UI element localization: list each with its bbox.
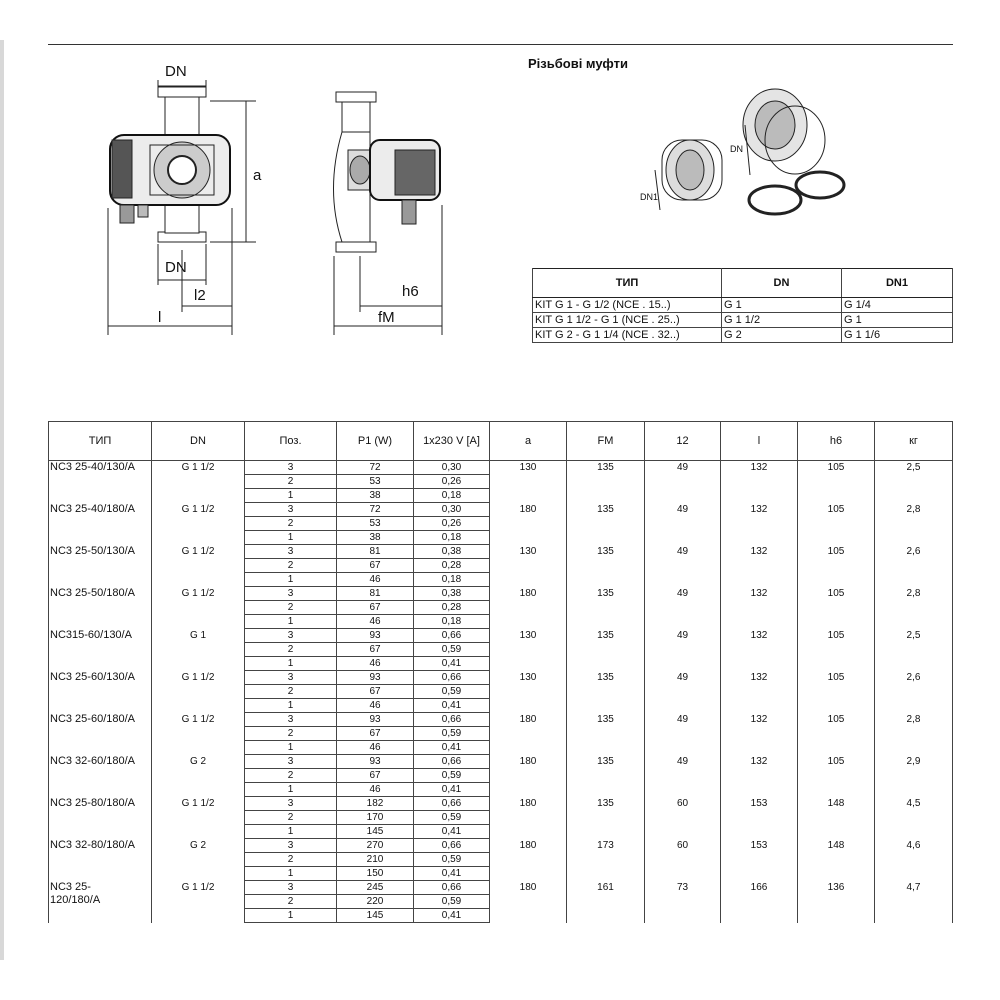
cell-fm: 135 (567, 671, 645, 713)
cell-current: 0,66 (414, 713, 490, 727)
cell-current: 0,28 (414, 601, 490, 615)
cell-fm: 173 (567, 839, 645, 881)
cell-a: 180 (490, 755, 567, 797)
cell-dn: G 1 1/2 (152, 881, 245, 923)
cell-dn: G 2 (152, 755, 245, 797)
table-row (49, 545, 953, 559)
cell-pos: 2 (245, 559, 337, 573)
cell-a: 130 (490, 671, 567, 713)
cell-pos: 3 (245, 713, 337, 727)
cell-kg: 4,5 (875, 797, 953, 839)
cell-pos: 2 (245, 895, 337, 909)
cell-pos: 3 (245, 587, 337, 601)
cell-a: 180 (490, 503, 567, 545)
cell-a: 180 (490, 881, 567, 923)
cell-p1: 53 (337, 517, 414, 531)
cell-p1: 46 (337, 699, 414, 713)
cell-current: 0,59 (414, 685, 490, 699)
cell-l2: 49 (645, 587, 721, 629)
col-pos: Поз. (245, 422, 337, 461)
cell-dn: G 1 (152, 629, 245, 671)
cell-p1: 67 (337, 601, 414, 615)
cell-current: 0,59 (414, 895, 490, 909)
cell-pos: 3 (245, 545, 337, 559)
cell-h6: 105 (798, 671, 875, 713)
cell-pos: 3 (245, 797, 337, 811)
cell-dn: G 1 1/2 (152, 461, 245, 503)
cell-dn: G 1 1/2 (152, 713, 245, 755)
cell-p1: 67 (337, 643, 414, 657)
cell-p1: 46 (337, 741, 414, 755)
cell-current: 0,30 (414, 503, 490, 517)
cell-fm: 135 (567, 629, 645, 671)
table-row (49, 881, 953, 895)
table-row (49, 587, 953, 601)
cell-kg: 2,5 (875, 461, 953, 503)
cell-current: 0,59 (414, 727, 490, 741)
cell-pos: 2 (245, 769, 337, 783)
threaded-fittings-drawing (655, 89, 844, 214)
cell-current: 0,18 (414, 531, 490, 545)
dim-l: l (158, 309, 162, 326)
cell-l: 132 (721, 629, 798, 671)
cell-fm: 135 (567, 503, 645, 545)
cell-p1: 220 (337, 895, 414, 909)
cell-pos: 3 (245, 461, 337, 475)
kit-table-row (533, 328, 953, 343)
dim-dn-bottom: DN (165, 259, 187, 276)
cell-l2: 49 (645, 755, 721, 797)
cell-fm: 135 (567, 461, 645, 503)
cell-h6: 105 (798, 461, 875, 503)
table-row (49, 713, 953, 727)
kit-cell: G 1/4 (842, 298, 953, 313)
table-row (49, 461, 953, 475)
cell-type: NC3 32-60/180/A (49, 755, 152, 797)
cell-p1: 182 (337, 797, 414, 811)
cell-h6: 148 (798, 797, 875, 839)
cell-p1: 145 (337, 825, 414, 839)
cell-kg: 2,5 (875, 629, 953, 671)
cell-pos: 1 (245, 699, 337, 713)
cell-current: 0,38 (414, 545, 490, 559)
cell-fm: 161 (567, 881, 645, 923)
kit-col-type: ТИП (533, 269, 722, 298)
cell-p1: 38 (337, 489, 414, 503)
cell-l: 132 (721, 755, 798, 797)
pump-side-view (334, 92, 441, 252)
cell-pos: 2 (245, 475, 337, 489)
cell-kg: 4,7 (875, 881, 953, 923)
cell-current: 0,66 (414, 629, 490, 643)
cell-type: NC3 25-50/130/A (49, 545, 152, 587)
cell-current: 0,59 (414, 643, 490, 657)
cell-pos: 2 (245, 601, 337, 615)
table-row (49, 629, 953, 643)
cell-dn: G 1 1/2 (152, 545, 245, 587)
cell-p1: 81 (337, 545, 414, 559)
cell-p1: 67 (337, 685, 414, 699)
cell-pos: 3 (245, 755, 337, 769)
cell-current: 0,66 (414, 671, 490, 685)
cell-current: 0,41 (414, 741, 490, 755)
cell-l2: 49 (645, 545, 721, 587)
cell-pos: 2 (245, 853, 337, 867)
cell-h6: 105 (798, 545, 875, 587)
cell-p1: 210 (337, 853, 414, 867)
cell-pos: 1 (245, 531, 337, 545)
kit-table-row (533, 313, 953, 328)
cell-current: 0,59 (414, 769, 490, 783)
table-row (49, 839, 953, 853)
cell-l: 153 (721, 839, 798, 881)
cell-l2: 60 (645, 839, 721, 881)
cell-a: 180 (490, 797, 567, 839)
cell-p1: 81 (337, 587, 414, 601)
cell-a: 130 (490, 461, 567, 503)
cell-l2: 49 (645, 671, 721, 713)
kit-table (532, 268, 953, 343)
fit-dn1-label: DN1 (640, 192, 659, 202)
cell-type: NC3 25-60/130/A (49, 671, 152, 713)
cell-fm: 135 (567, 545, 645, 587)
cell-p1: 46 (337, 657, 414, 671)
cell-a: 130 (490, 629, 567, 671)
spec-table-header (49, 422, 953, 461)
kit-cell: KIT G 2 - G 1 1/4 (NCE . 32..) (533, 328, 722, 343)
cell-p1: 38 (337, 531, 414, 545)
dim-fm: fM (378, 309, 395, 326)
cell-type: NC3 32-80/180/A (49, 839, 152, 881)
cell-current: 0,41 (414, 699, 490, 713)
cell-p1: 46 (337, 615, 414, 629)
cell-pos: 1 (245, 573, 337, 587)
kit-cell: KIT G 1 - G 1/2 (NCE . 15..) (533, 298, 722, 313)
cell-pos: 2 (245, 517, 337, 531)
cell-pos: 1 (245, 615, 337, 629)
cell-type: NC3 25- 120/180/A (49, 881, 152, 923)
cell-h6: 105 (798, 587, 875, 629)
cell-h6: 136 (798, 881, 875, 923)
cell-h6: 148 (798, 839, 875, 881)
cell-p1: 93 (337, 713, 414, 727)
cell-pos: 3 (245, 839, 337, 853)
cell-current: 0,59 (414, 811, 490, 825)
cell-current: 0,41 (414, 783, 490, 797)
kit-cell: KIT G 1 1/2 - G 1 (NCE . 25..) (533, 313, 722, 328)
cell-pos: 1 (245, 867, 337, 881)
cell-current: 0,26 (414, 517, 490, 531)
kit-cell: G 1 1/6 (842, 328, 953, 343)
cell-pos: 1 (245, 909, 337, 923)
cell-pos: 1 (245, 489, 337, 503)
cell-dn: G 1 1/2 (152, 671, 245, 713)
cell-pos: 2 (245, 685, 337, 699)
cell-l2: 73 (645, 881, 721, 923)
cell-current: 0,66 (414, 881, 490, 895)
cell-p1: 93 (337, 755, 414, 769)
cell-pos: 1 (245, 657, 337, 671)
cell-fm: 135 (567, 797, 645, 839)
cell-pos: 2 (245, 727, 337, 741)
cell-fm: 135 (567, 755, 645, 797)
cell-current: 0,66 (414, 797, 490, 811)
dim-dn-top: DN (165, 63, 187, 80)
cell-pos: 3 (245, 881, 337, 895)
cell-l: 153 (721, 797, 798, 839)
cell-pos: 2 (245, 811, 337, 825)
col-dn: DN (152, 422, 245, 461)
cell-p1: 245 (337, 881, 414, 895)
pump-front-view (110, 87, 230, 242)
cell-current: 0,66 (414, 755, 490, 769)
cell-pos: 3 (245, 671, 337, 685)
cell-dn: G 1 1/2 (152, 587, 245, 629)
cell-current: 0,41 (414, 825, 490, 839)
kit-cell: G 1 (842, 313, 953, 328)
cell-pos: 3 (245, 503, 337, 517)
cell-p1: 67 (337, 727, 414, 741)
cell-type: NC3 25-40/180/A (49, 503, 152, 545)
cell-l2: 60 (645, 797, 721, 839)
dim-l2: l2 (194, 287, 206, 304)
cell-kg: 2,6 (875, 545, 953, 587)
dim-h6: h6 (402, 283, 419, 300)
dim-a: a (253, 167, 262, 184)
cell-current: 0,59 (414, 853, 490, 867)
col-current: 1x230 V [A] (414, 422, 490, 461)
cell-p1: 53 (337, 475, 414, 489)
cell-p1: 46 (337, 783, 414, 797)
col-l: l (721, 422, 798, 461)
cell-kg: 2,9 (875, 755, 953, 797)
cell-h6: 105 (798, 629, 875, 671)
cell-current: 0,38 (414, 587, 490, 601)
cell-current: 0,28 (414, 559, 490, 573)
cell-dn: G 1 1/2 (152, 797, 245, 839)
cell-p1: 93 (337, 671, 414, 685)
cell-l: 166 (721, 881, 798, 923)
cell-dn: G 2 (152, 839, 245, 881)
cell-fm: 135 (567, 587, 645, 629)
cell-current: 0,18 (414, 573, 490, 587)
cell-p1: 67 (337, 769, 414, 783)
cell-current: 0,18 (414, 489, 490, 503)
col-kg: кг (875, 422, 953, 461)
cell-l: 132 (721, 587, 798, 629)
kit-cell: G 1 (722, 298, 842, 313)
table-row (49, 797, 953, 811)
cell-current: 0,66 (414, 839, 490, 853)
col-type: ТИП (49, 422, 152, 461)
cell-type: NC3 25-60/180/A (49, 713, 152, 755)
pump-spec-table (48, 421, 953, 923)
cell-fm: 135 (567, 713, 645, 755)
cell-dn: G 1 1/2 (152, 503, 245, 545)
col-12: 12 (645, 422, 721, 461)
cell-a: 180 (490, 713, 567, 755)
col-p1: P1 (W) (337, 422, 414, 461)
table-row (49, 755, 953, 769)
cell-pos: 1 (245, 783, 337, 797)
pump-drawings (0, 0, 1000, 420)
cell-kg: 2,8 (875, 713, 953, 755)
cell-current: 0,26 (414, 475, 490, 489)
fit-dn-label: DN (730, 144, 743, 154)
kit-table-row (533, 298, 953, 313)
cell-p1: 67 (337, 559, 414, 573)
cell-p1: 72 (337, 461, 414, 475)
cell-pos: 1 (245, 741, 337, 755)
table-row (49, 671, 953, 685)
cell-a: 180 (490, 839, 567, 881)
cell-current: 0,30 (414, 461, 490, 475)
cell-type: NC315-60/130/A (49, 629, 152, 671)
cell-l: 132 (721, 461, 798, 503)
cell-current: 0,41 (414, 909, 490, 923)
cell-a: 130 (490, 545, 567, 587)
cell-type: NC3 25-80/180/A (49, 797, 152, 839)
cell-l2: 49 (645, 629, 721, 671)
cell-a: 180 (490, 587, 567, 629)
kit-col-dn1: DN1 (842, 269, 953, 298)
cell-current: 0,41 (414, 657, 490, 671)
col-a: a (490, 422, 567, 461)
cell-p1: 46 (337, 573, 414, 587)
cell-l: 132 (721, 545, 798, 587)
cell-current: 0,41 (414, 867, 490, 881)
kit-cell: G 1 1/2 (722, 313, 842, 328)
cell-kg: 4,6 (875, 839, 953, 881)
cell-kg: 2,8 (875, 503, 953, 545)
col-fm: FM (567, 422, 645, 461)
cell-l2: 49 (645, 503, 721, 545)
cell-pos: 1 (245, 825, 337, 839)
cell-pos: 3 (245, 629, 337, 643)
cell-p1: 170 (337, 811, 414, 825)
cell-pos: 2 (245, 643, 337, 657)
cell-l: 132 (721, 713, 798, 755)
cell-l2: 49 (645, 461, 721, 503)
cell-current: 0,18 (414, 615, 490, 629)
cell-p1: 270 (337, 839, 414, 853)
cell-type: NC3 25-50/180/A (49, 587, 152, 629)
cell-h6: 105 (798, 503, 875, 545)
cell-h6: 105 (798, 713, 875, 755)
cell-l: 132 (721, 503, 798, 545)
kit-cell: G 2 (722, 328, 842, 343)
cell-h6: 105 (798, 755, 875, 797)
kit-table-header (533, 269, 953, 298)
cell-p1: 93 (337, 629, 414, 643)
cell-kg: 2,8 (875, 587, 953, 629)
cell-l2: 49 (645, 713, 721, 755)
cell-l: 132 (721, 671, 798, 713)
cell-p1: 150 (337, 867, 414, 881)
cell-p1: 72 (337, 503, 414, 517)
table-row (49, 503, 953, 517)
cell-kg: 2,6 (875, 671, 953, 713)
cell-type: NC3 25-40/130/A (49, 461, 152, 503)
col-h6: h6 (798, 422, 875, 461)
section-title: Різьбові муфти (528, 56, 628, 71)
kit-col-dn: DN (722, 269, 842, 298)
cell-p1: 145 (337, 909, 414, 923)
